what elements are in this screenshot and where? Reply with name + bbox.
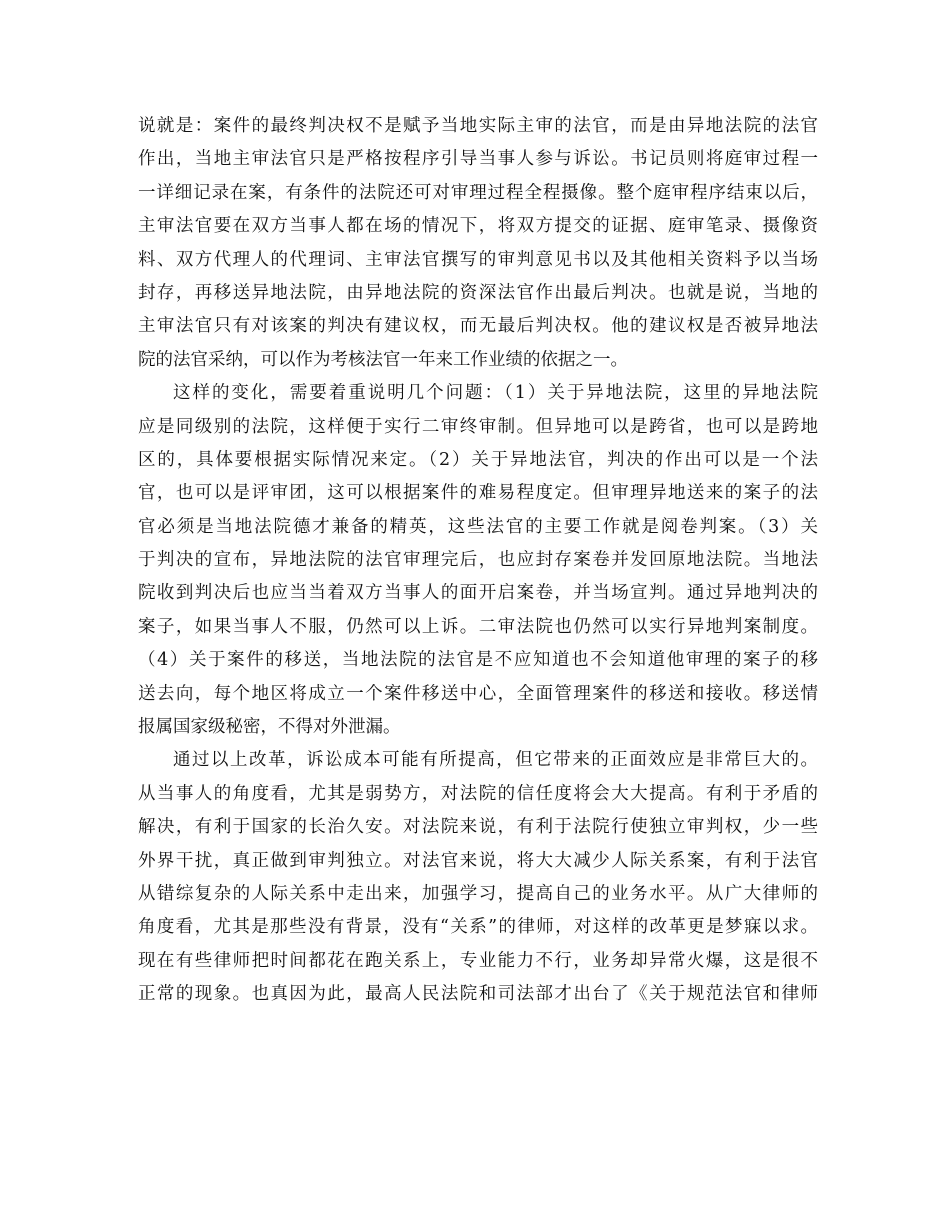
text-line: （4）关于案件的移送，当地法院的法官是不应知道也不会知道他审理的案子的移	[138, 650, 818, 671]
text-line: 解决，有利于国家的长治久安。对法院来说，有利于法院行使独立审判权，少一些	[138, 817, 818, 838]
text-line: 区的，具体要根据实际情况来定。（2）关于异地法官，判决的作出可以是一个法	[138, 449, 818, 470]
text-line: 应是同级别的法院，这样便于实行二审终审制。但异地可以是跨省，也可以是跨地	[138, 416, 818, 437]
text-line: 角度看，尤其是那些没有背景，没有“关系”的律师，对这样的改革更是梦寐以求。	[138, 917, 818, 938]
text-line: 主审法官只有对该案的判决有建议权，而无最后判决权。他的建议权是否被异地法	[138, 316, 818, 337]
text-line: 封存，再移送异地法院，由异地法院的资深法官作出最后判决。也就是说，当地的	[138, 282, 818, 303]
text-line: 院的法官采纳，可以作为考核法官一年来工作业绩的依据之一。	[138, 349, 628, 370]
text-line: 官必须是当地法院德才兼备的精英，这些法官的主要工作就是阅卷判案。（3）关	[138, 516, 818, 537]
text-line: 现在有些律师把时间都花在跑关系上，专业能力不行，业务却异常火爆，这是很不	[138, 950, 818, 971]
text-line: 官，也可以是评审团，这可以根据案件的难易程度定。但审理异地送来的案子的法	[138, 483, 818, 504]
text-line: 主审法官要在双方当事人都在场的情况下，将双方提交的证据、庭审笔录、摄像资	[138, 216, 818, 237]
text-line: 案子，如果当事人不服，仍然可以上诉。二审法院也仍然可以实行异地判案制度。	[138, 616, 818, 637]
text-line: 一详细记录在案，有条件的法院还可对审理过程全程摄像。整个庭审程序结束以后，	[138, 182, 818, 203]
body-text	[138, 110, 818, 1012]
text-line: 正常的现象。也真因为此，最高人民法院和司法部才出台了《关于规范法官和律师	[138, 984, 818, 1005]
text-line: 外界干扰，真正做到审判独立。对法官来说，将大大减少人际关系案，有利于法官	[138, 850, 818, 871]
text-line: 作出，当地主审法官只是严格按程序引导当事人参与诉讼。书记员则将庭审过程一	[138, 149, 818, 170]
text-line: 从错综复杂的人际关系中走出来，加强学习，提高自己的业务水平。从广大律师的	[138, 883, 818, 904]
text-line: 于判决的宣布，异地法院的法官审理完后，也应封存案卷并发回原地法院。当地法	[138, 550, 818, 571]
text-line: 从当事人的角度看，尤其是弱势方，对法院的信任度将会大大提高。有利于矛盾的	[138, 783, 818, 804]
text-line: 报属国家级秘密，不得对外泄漏。	[138, 717, 401, 738]
text-line: 料、双方代理人的代理词、主审法官撰写的审判意见书以及其他相关资料予以当场	[138, 249, 818, 270]
text-line: 送去向，每个地区将成立一个案件移送中心，全面管理案件的移送和接收。移送情	[138, 683, 818, 704]
text-line: 这样的变化，需要着重说明几个问题：（1）关于异地法院，这里的异地法院	[173, 383, 818, 404]
text-line: 院收到判决后也应当当着双方当事人的面开启案卷，并当场宣判。通过异地判决的	[138, 583, 818, 604]
text-line: 通过以上改革，诉讼成本可能有所提高，但它带来的正面效应是非常巨大的。	[173, 750, 818, 771]
text-line: 说就是：案件的最终判决权不是赋予当地实际主审的法官，而是由异地法院的法官	[138, 116, 818, 136]
